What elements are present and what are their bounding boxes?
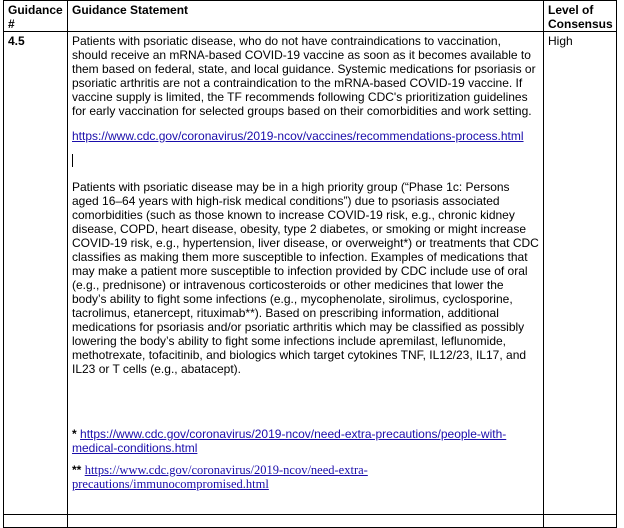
cdc-recommendations-link[interactable]: https://www.cdc.gov/coronavirus/2019-ncov/vaccines/recommendations-process.html — [72, 129, 524, 143]
statement-paragraph-1: Patients with psoriatic disease, who do not have contraindications to vaccination, should receive an mRNA-based COVID-19 vaccine as soon as it becomes available to them based on federal, state, and local guidance. Systemic medications for psoriasis or psoriatic arthritis are not a contraindication to the mRNA-based COVID-19 vaccine. If vaccine supply is limited, the TF recommends following CDC's prioritization guidelines for early vaccination for selected groups based on their comorbidities and work setting. — [72, 34, 536, 118]
guidance-statement — [68, 32, 544, 515]
guidance-number: 4.5 — [4, 32, 68, 515]
empty-cell — [68, 515, 544, 528]
header-guidance-statement: Guidance Statement — [68, 1, 544, 32]
guidance-table — [3, 0, 617, 528]
header-row — [4, 1, 617, 32]
table-row — [4, 32, 617, 515]
cdc-immunocompromised-link[interactable]: https://www.cdc.gov/coronavirus/2019-ncov/need-extra-precautions/immunocompromised.html — [72, 463, 368, 491]
text-cursor — [72, 154, 73, 167]
footnote-2-marker: ** — [72, 463, 82, 477]
level-of-consensus: High — [544, 32, 617, 515]
statement-paragraph-2: Patients with psoriatic disease may be in a high priority group (“Phase 1c: Persons aged 16–64 years with high-risk medical conditions”) due to psoriasis associated comorbidities (such as those known to increase COVID-19 risk, e.g., chronic kidney disease, COPD, heart disease, obesity, type 2 diabetes, or smoking or might increase COVID-19 risk, e.g., hypertension, liver disease, or overweight*) or treatments that CDC classifies as making them more susceptible to infection. Examples of medications that may make a patient more susceptible to infection provided by CDC include use of oral (e.g., prednisone) or intravenous corticosteroids or other medicines that lower the body’s ability to fight some infections (e.g., mycophenolate, sirolimus, cyclosporine, tacrolimus, etanercept, rituximab**). Based on prescribing information, additional medications for psoriasis and/or psoriatic arthritis which may be classified as possibly lowering the body’s ability to fight some infections include apremilast, leflunomide, methotrexate, tofacitinib, and biologics which target cytokines TNF, IL12/23, IL17, and IL23 or T cells (e.g., abatacept). — [72, 180, 539, 376]
empty-cell — [544, 515, 617, 528]
footnote-1-marker: * — [72, 427, 77, 441]
footnote-1 — [72, 427, 539, 455]
table-row — [4, 515, 617, 528]
footnote-2 — [72, 463, 539, 491]
empty-cell — [4, 515, 68, 528]
statement-link-1-wrap — [72, 129, 539, 143]
header-guidance-number: Guidance # — [4, 1, 68, 32]
cdc-medical-conditions-link[interactable]: https://www.cdc.gov/coronavirus/2019-ncov/need-extra-precautions/people-with-medical-conditions.html — [72, 427, 507, 455]
header-level-of-consensus: Level of Consensus — [544, 1, 617, 32]
